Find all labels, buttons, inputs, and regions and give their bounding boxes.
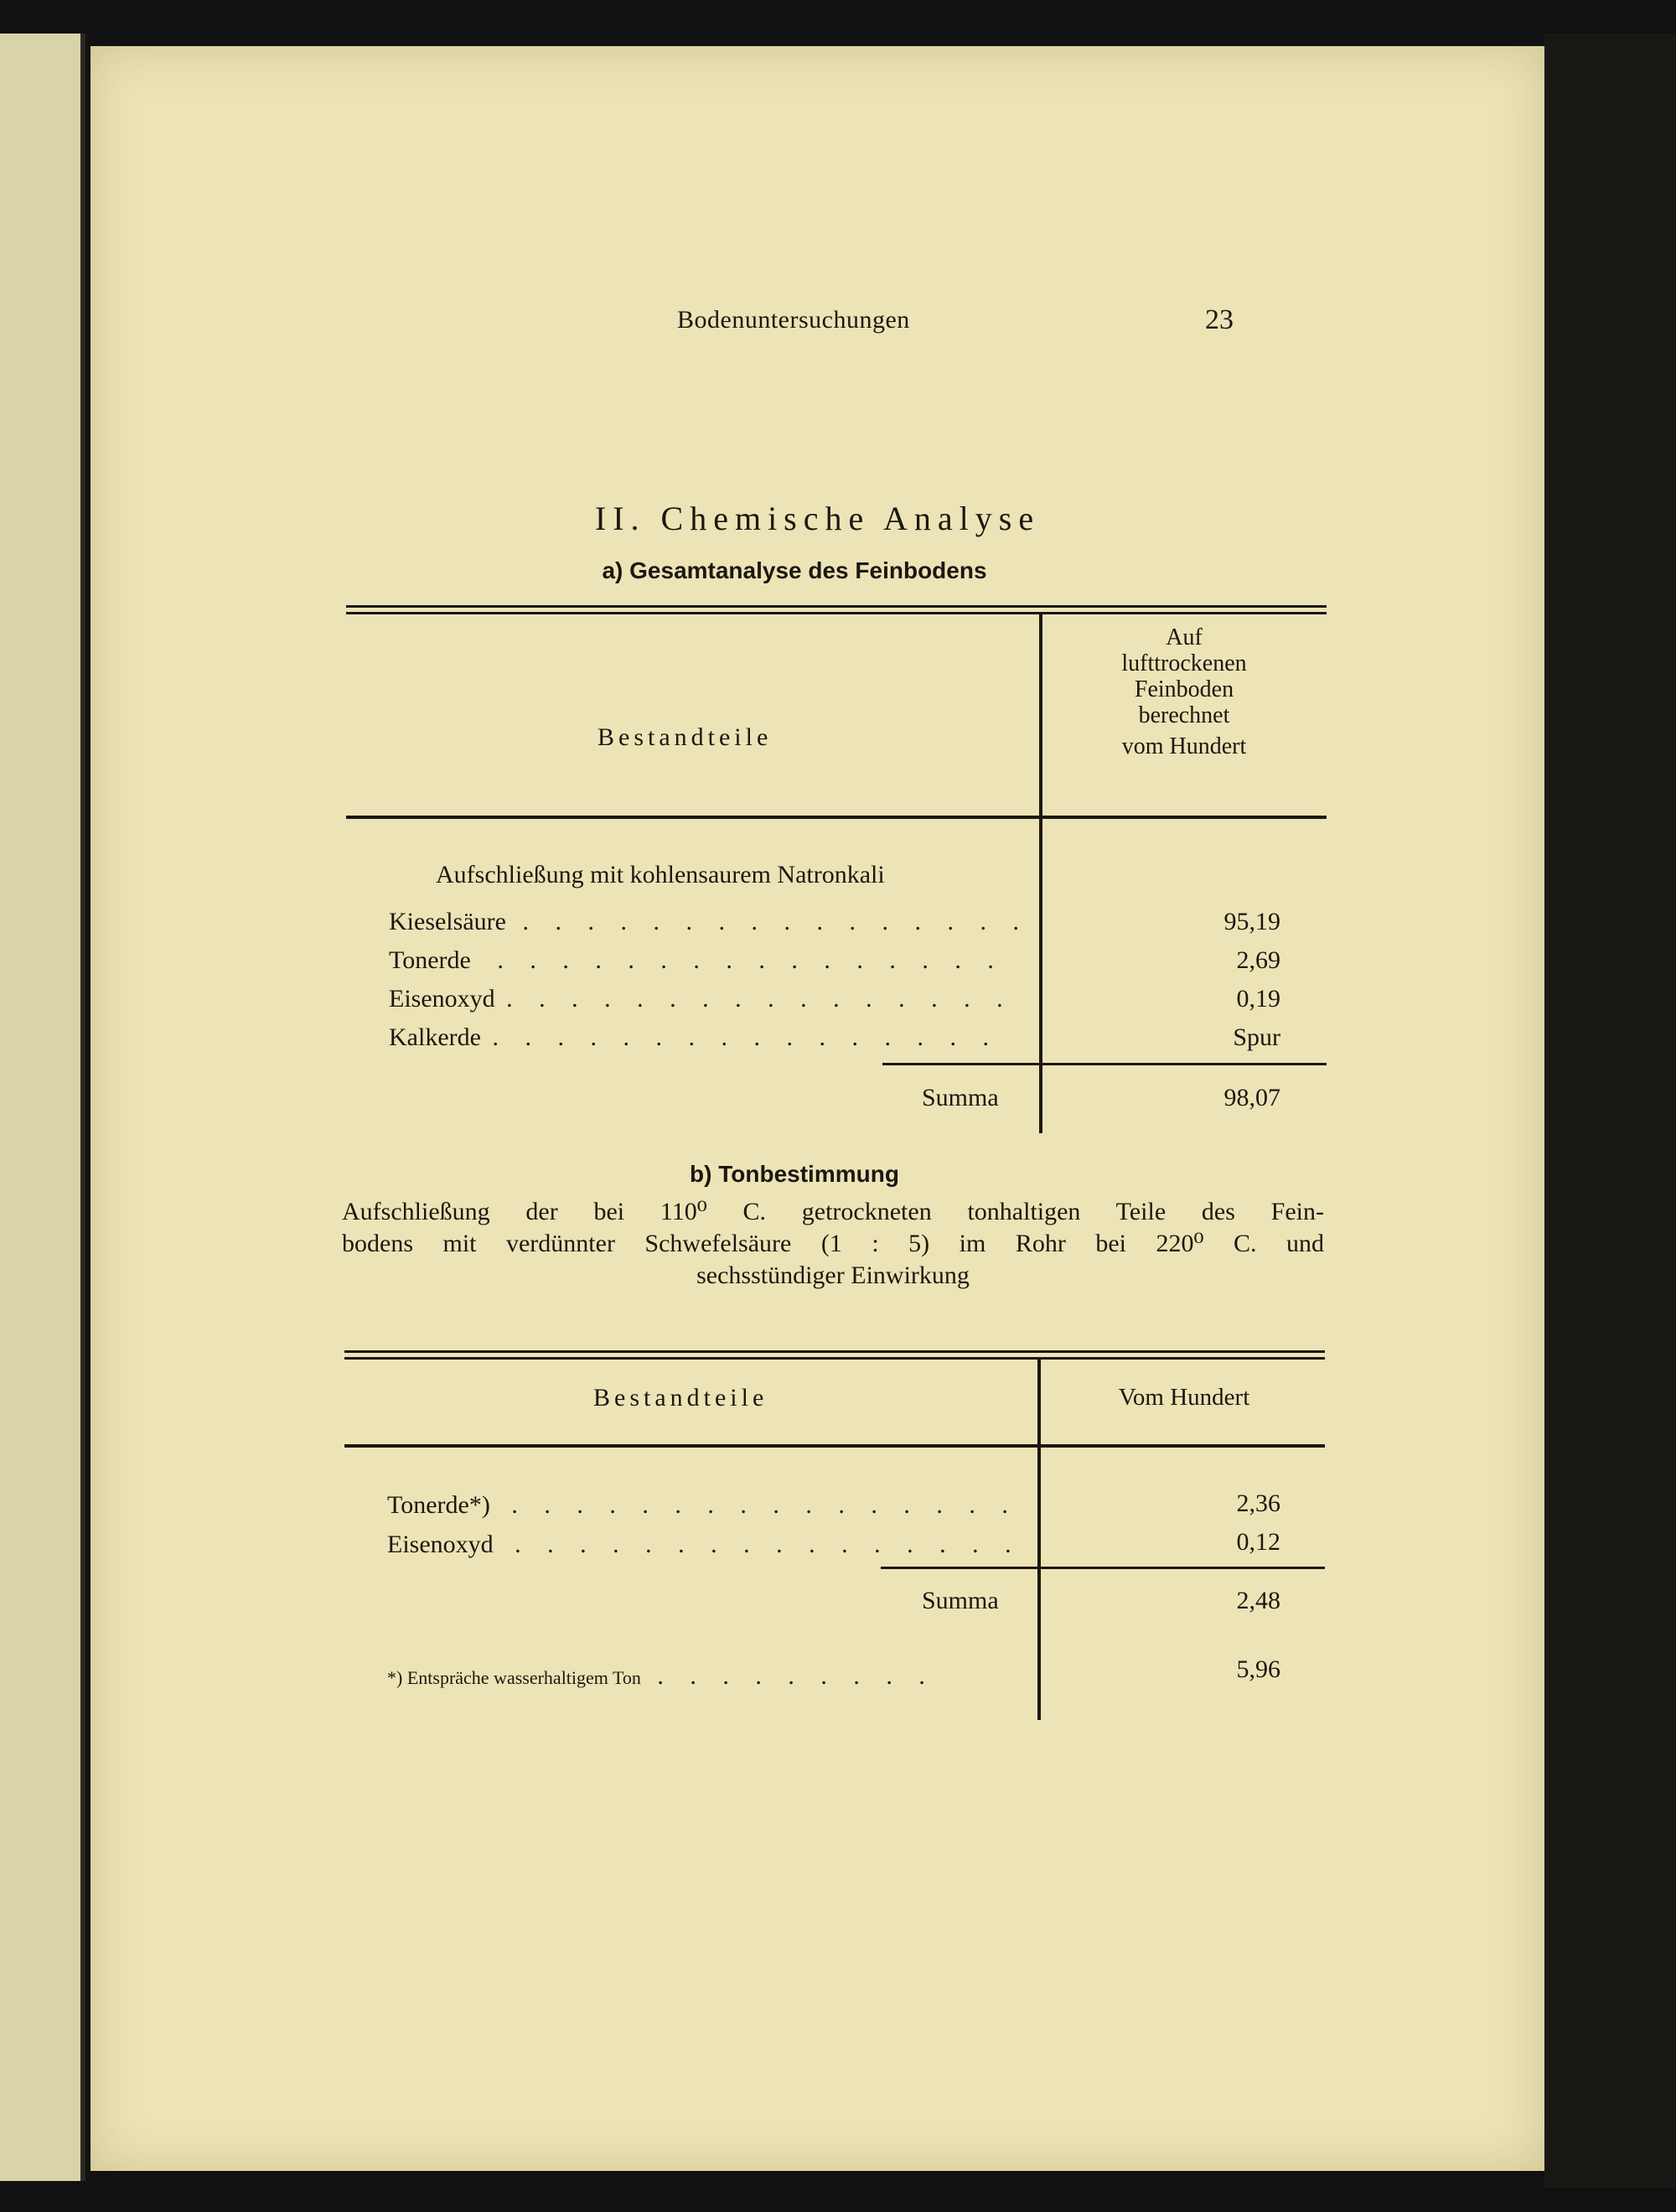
description-line: bodens mit verdünnter Schwefelsäure (1 : 5) im Rohr bei 220⁰ C. und xyxy=(342,1230,1324,1257)
table-a-top-rule xyxy=(346,605,1327,608)
table-a-col-left-header: Bestandteile xyxy=(597,723,773,751)
row-value: 95,19 xyxy=(1223,908,1280,935)
dot-leader: . . . . . . . . . . . . . . . . xyxy=(492,1023,999,1051)
table-b-sum-rule xyxy=(881,1567,1325,1569)
table-b-top-rule-2 xyxy=(344,1357,1325,1360)
row-label: Tonerde*) xyxy=(387,1491,490,1519)
table-a-col-right-header xyxy=(1046,624,1322,759)
row-label: Tonerde xyxy=(389,946,471,974)
section-title: II. Chemische Analyse xyxy=(594,500,1041,537)
table-row xyxy=(387,1491,1018,1520)
row-value: 0,12 xyxy=(1236,1528,1280,1556)
header-line-1: Auf xyxy=(1166,624,1203,650)
table-a-sum-value: 98,07 xyxy=(1223,1084,1280,1111)
table-a-sum-label: Summa xyxy=(922,1084,999,1111)
table-row xyxy=(389,1023,999,1052)
table-a-top-rule-2 xyxy=(346,612,1327,614)
row-value: 0,19 xyxy=(1236,985,1280,1013)
footnote-value: 5,96 xyxy=(1236,1655,1280,1683)
header-line-2: lufttrockenen xyxy=(1121,650,1247,676)
dot-leader: . . . . . . . . . xyxy=(657,1662,935,1690)
footnote xyxy=(387,1662,935,1691)
book-binding xyxy=(1544,34,1676,2188)
dot-leader: . . . . . . . . . . . . . . . . xyxy=(497,946,1004,974)
table-b-col-right-header: Vom Hundert xyxy=(1118,1384,1250,1411)
table-a-group-label: Aufschließung mit kohlensaurem Natronkali xyxy=(436,861,885,888)
dot-leader: . . . . . . . . . . . . . . . . xyxy=(506,985,1013,1013)
table-a-sum-rule xyxy=(882,1063,1327,1065)
running-head: Bodenuntersuchungen xyxy=(677,306,910,334)
table-b-subtitle: b) Tonbestimmung xyxy=(690,1161,899,1187)
table-row xyxy=(389,908,1029,936)
table-b-col-left-header: Bestandteile xyxy=(593,1384,768,1412)
row-label: Kalkerde xyxy=(389,1023,481,1051)
dot-leader: . . . . . . . . . . . . . . . . xyxy=(522,908,1029,935)
dot-leader: . . . . . . . . . . . . . . . . xyxy=(511,1491,1018,1519)
table-a-header-rule xyxy=(346,816,1327,819)
footnote-label: *) Entspräche wasserhaltigem Ton xyxy=(387,1667,641,1688)
table-b-body-divider xyxy=(1037,1448,1041,1720)
table-b-description xyxy=(342,1196,1324,1292)
header-line-3: Feinboden xyxy=(1134,676,1234,702)
description-line: sechsstündiger Einwirkung xyxy=(696,1261,970,1289)
table-b-header-rule xyxy=(344,1444,1325,1448)
row-value: 2,36 xyxy=(1236,1489,1280,1517)
table-row xyxy=(387,1531,1022,1559)
facing-page-edge xyxy=(0,34,85,2181)
book-page xyxy=(91,46,1544,2171)
table-b-top-rule xyxy=(344,1350,1325,1353)
page-number: 23 xyxy=(1205,304,1234,335)
row-label: Kieselsäure xyxy=(389,908,506,935)
table-b-sum-value: 2,48 xyxy=(1236,1587,1280,1614)
header-line-5: vom Hundert xyxy=(1121,733,1247,759)
row-value: 2,69 xyxy=(1236,946,1280,974)
table-b-sum-label: Summa xyxy=(922,1587,999,1614)
row-value: Spur xyxy=(1233,1023,1280,1051)
table-row xyxy=(389,946,1004,975)
row-label: Eisenoxyd xyxy=(387,1531,494,1558)
table-row xyxy=(389,985,1013,1013)
row-label: Eisenoxyd xyxy=(389,985,495,1013)
header-line-4: berechnet xyxy=(1138,702,1230,728)
table-a-subtitle: a) Gesamtanalyse des Feinbodens xyxy=(602,557,987,583)
table-a-header-divider xyxy=(1039,614,1042,818)
dot-leader: . . . . . . . . . . . . . . . . xyxy=(515,1531,1022,1558)
table-b-header-divider xyxy=(1037,1359,1041,1447)
description-line: Aufschließung der bei 110⁰ C. getrockneten tonhaltigen Teile des Fein- xyxy=(342,1198,1324,1225)
table-a-body-divider xyxy=(1039,819,1042,1133)
